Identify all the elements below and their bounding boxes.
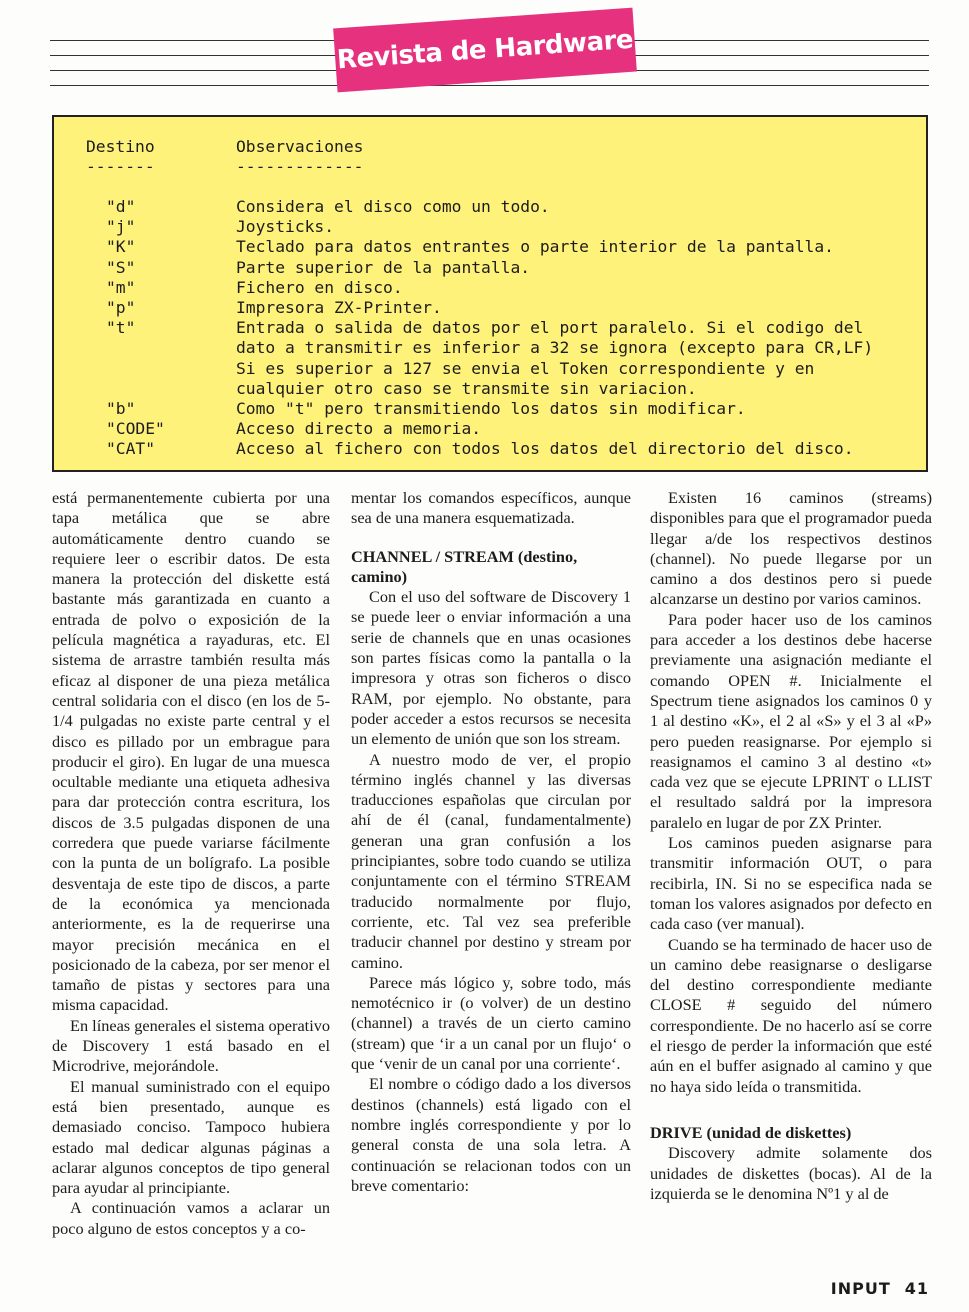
table-row	[54, 197, 926, 217]
destino-description: Como "t" pero transmitiendo los datos sin modificar.	[236, 399, 746, 419]
table-row	[54, 258, 926, 278]
paragraph: Para poder hacer uso de los caminos para acceder a los destinos debe hacerse previamente una asignación mediante el comando OPEN #. Inicialmente el Spectrum tiene asignados los caminos 0 y 1 al destino «K», el 2 al «S» y el 3 al «P» pero pueden reasignarse. Por ejemplo si reasignamos el camino 3 al destino «t» cada vez que se ejecute LPRINT o LLIST el resultado saldrá por la impresora paralelo en lugar de por ZX Printer.	[650, 609, 932, 832]
text-column-1	[52, 488, 330, 1239]
paragraph: En líneas generales el sistema operativo de Discovery 1 está basado en el Microdrive, mejorándole.	[52, 1015, 330, 1076]
destino-description: Acceso directo a memoria.	[236, 419, 482, 439]
paragraph: A continuación vamos a aclarar un poco alguno de estos conceptos y a co-	[52, 1198, 330, 1238]
magazine-name: INPUT	[830, 1279, 891, 1298]
destino-code: "S"	[106, 257, 136, 277]
destino-description: Joysticks.	[236, 217, 335, 237]
text-column-2	[351, 488, 631, 1196]
destino-description: Teclado para datos entrantes o parte interior de la pantalla.	[236, 237, 834, 257]
page-number: 41	[904, 1279, 929, 1298]
paragraph: El manual suministrado con el equipo está bien presentado, aunque es demasiado conciso. Tampoco hubiera estado mal dedicar algunas páginas a aclarar algunos conceptos de tipo general para ayudar al principiante.	[52, 1076, 330, 1198]
table-row	[54, 298, 926, 318]
paragraph: está permanentemente cubierta por una tapa metálica que se abre automáticamente dentro cuando se requiere leer o escribir datos. De esta manera la protección del diskette está bastante más garantizada en cuanto a entrada de polvo o exposición de la película magnética a rayaduras, etc. El sistema de arrastre también resulta más eficaz al disponer de una pieza metálica central solidaria con el disco (en los de 5-1/4 pulgadas no existe parte central y el disco es pillado por un embrague para producir el giro). En lugar de una muesca ocultable mediante una etiqueta adhesiva para dar protección contra escritura, los discos de 3.5 pulgadas disponen de una corredera que puede variarse fácilmente con la punta de un bolígrafo. La posible desventaja de este tipo de discos, a parte de la económica ya mencionada anteriormente, es la de requerirse una mayor precisión mecánica en el posicionado de la cabeza, por ser menor el tamaño de pistas y sectores para una misma capacidad.	[52, 488, 330, 1015]
paragraph: Existen 16 caminos (streams) disponibles para que el programador pueda llegar a/de los respectivos destinos (channel). No puede llegarse por un camino a dos destinos pero si puede alcanzarse un destino por varios caminos.	[650, 488, 932, 609]
section-heading: DRIVE (unidad de diskettes)	[650, 1122, 852, 1142]
paragraph: Los caminos pueden asignarse para transmitir información OUT, o para recibirla, IN. Si no se especifica nada se toman los valores asignados por defecto en cada caso (ver manual).	[650, 833, 932, 934]
header-rule	[50, 85, 929, 86]
table-underline: -------------	[236, 157, 364, 176]
paragraph: mentar los comandos específicos, aunque sea de una manera esquematizada.	[351, 488, 631, 528]
destino-description: Considera el disco como un todo.	[236, 197, 550, 216]
table-row	[54, 419, 926, 439]
paragraph: Con el uso del software de Discovery 1 se puede leer o enviar información a una serie de channels que en unas ocasiones son partes físicas como la pantalla o la impresora y otras son ficheros o disco RAM, por ejemplo. No obstante, para poder acceder a estos recursos se necesita un elemento de unión que son los stream.	[351, 587, 631, 749]
paragraph: El nombre o código dado a los diversos destinos (channels) está ligado con el nombre inglés correspondiente y por lo general consta de una sola letra. A continuación se relacionan todos con un breve comentario:	[351, 1074, 631, 1195]
destino-code: "p"	[106, 298, 136, 318]
table-header-observaciones: Observaciones	[236, 137, 364, 156]
destino-code: "t"	[106, 318, 136, 338]
destino-description: Acceso al fichero con todos los datos del directorio del disco.	[236, 439, 854, 459]
table-row	[54, 399, 926, 419]
destino-code: "d"	[106, 197, 136, 216]
table-row	[54, 237, 926, 257]
destino-code: "CODE"	[106, 419, 165, 439]
destino-description: Entrada o salida de datos por el port paralelo. Si el codigo del dato a transmitir es inferior a 32 se ignora (excepto para CR,LF) Si es superior a 127 se envia el Token correspondiente y en cualquier otro caso se transmite sin variacion.	[236, 318, 874, 398]
table-row	[54, 217, 926, 237]
table-row	[54, 278, 926, 298]
table-row	[54, 439, 926, 459]
section-banner	[333, 8, 637, 93]
paragraph: Discovery admite solamente dos unidades de diskettes (bocas). Al de la izquierda se le denomina Nº1 y al de	[650, 1143, 932, 1203]
destino-description: Fichero en disco.	[236, 277, 403, 297]
table-header-destino: Destino	[86, 137, 155, 156]
section-heading: CHANNEL / STREAM (destino, camino)	[351, 546, 578, 586]
destino-code: "CAT"	[106, 439, 156, 459]
channel-table	[52, 115, 928, 472]
section-title: Revista de Hardware	[336, 24, 634, 76]
paragraph: Cuando se ha terminado de hacer uso de un camino debe reasignarse o desligarse del destino correspondiente mediante CLOSE # seguido del número correspondiente. De no hacerlo así se corre el riesgo de perder la información que esté aún en el buffer asignado al camino y que no haya sido leída o transmitida.	[650, 934, 932, 1096]
destino-description: Parte superior de la pantalla.	[236, 257, 531, 277]
table-underline: -------	[86, 157, 155, 176]
text-column-3	[650, 488, 932, 1204]
paragraph: A nuestro modo de ver, el propio término inglés channel y las diversas traducciones españolas que circulan por ahí de él (canal, fundamentalmente) generan una gran confusión a los principiantes, sobre todo cuando se utiliza conjuntamente con el término STREAM traducido normalmente por flujo, corriente, etc. Tal vez sea preferible traducir channel por destino y stream por camino.	[351, 749, 631, 972]
destino-code: "j"	[106, 217, 136, 237]
table-row	[54, 318, 926, 399]
page-footer	[817, 1279, 929, 1298]
destino-code: "m"	[106, 277, 136, 297]
destino-code: "b"	[106, 399, 136, 419]
paragraph: Parece más lógico y, sobre todo, más nemotécnico ir (o volver) de un destino (channel) a través de un cierto camino (stream) que ‘ir a un canal por un flujo‘ o que ‘venir de un canal por una corriente‘.	[351, 972, 631, 1074]
destino-description: Impresora ZX-Printer.	[236, 298, 442, 318]
table-rows	[54, 197, 926, 460]
destino-code: "K"	[106, 237, 136, 257]
